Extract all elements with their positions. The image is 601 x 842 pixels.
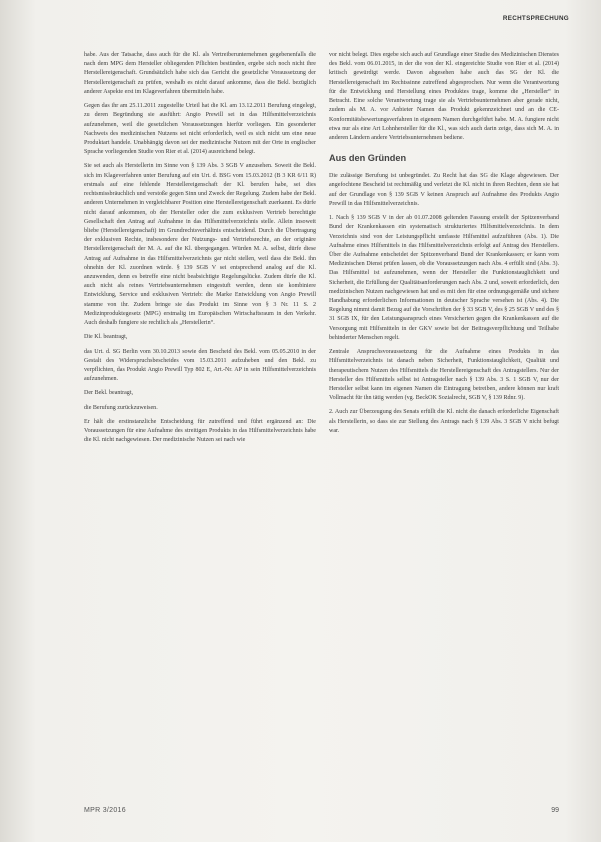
section-header: RECHTSPRECHUNG bbox=[502, 15, 569, 22]
paragraph: Er hält die erstinstanzliche Entscheidung für zutreffend und führt ergänzend an: Die Voraussetzungen für eine Aufnahme des streitigen Produkts in das Hilfsmittelverzeichnis habe die Kl. nicht nachgewiesen. Der medizinische Nutzen sei nach wie bbox=[84, 418, 316, 444]
left-column bbox=[84, 51, 316, 451]
paragraph: Die zulässige Berufung ist unbegründet. Zu Recht hat das SG die Klage abgewiesen. Der angefochtene Bescheid ist rechtmäßig und verletzt die Kl. nicht in ihren Rechten, denn sie hat auf der Grundlage von § 139 SGB V keinen Anspruch auf Aufnahme des Produkts Angio Prewill in das Hilfsmittelverzeichnis. bbox=[329, 173, 559, 207]
paragraph: 1. Nach § 139 SGB V in der ab 01.07.2008 geltenden Fassung erstellt der Spitzenverband Bund der Krankenkassen ein systematisch strukturiertes Hilfsmittelverzeichnis. In dem Verzeichnis sind von der Leistungspflicht umfasste Hilfsmittel aufzuführen (Abs. 1). Die Aufnahme eines Hilfsmittels in das Hilfsmittelverzeichnis erfolgt auf Antrag des Herstellers. Über die Aufnahme entscheidet der Spitzenverband Bund der Krankenkassen; er kann vom Medizinischen Dienst prüfen lassen, ob die Voraussetzungen nach Abs. 4 erfüllt sind (Abs. 3). Das Hilfsmittel ist aufzunehmen, wenn der Hersteller die Funktionstauglichkeit und Sicherheit, die Erfüllung der Qualitätsanforderungen nach Abs. 2 und, soweit erforderlich, den medizinischen Nutzen nachgewiesen hat und es mit den für eine ordnungsgemäße und sichere Handhabung erforderlichen Informationen in deutscher Sprache versehen ist (Abs. 4). Die Regelung nimmt damit Bezug auf die Vorschriften der § 33 SGB V, des § 25 SGB V und des § 31 SGB IX, für den Leistungsanspruch eines Versicherten gegen die Krankenkassen auf die Versorgung mit Hilfsmitteln in der GKV sowie bei der Beitragsverpflichtung und Teilhabe behinderter Menschen regelt. bbox=[329, 215, 559, 341]
paragraph: habe. Aus der Tatsache, dass auch für die Kl. als Vertreiberunternehmen gegebenenfalls die nach dem MPG dem Hersteller obliegenden Pflichten bestünden, ergebe sich noch nicht ihre Herstellereigenschaft. Grundsätzlich habe sich das Gericht die gesetzliche Voraussetzung der Herstellereigenschaft zu prüfen, weshalb es nicht darauf ankomme, dass die Bekl. bezüglich anderer Aspekte erst im Klageverfahren übermitteln habe. bbox=[84, 52, 316, 95]
paragraph: Der Bekl. beantragt, bbox=[84, 390, 134, 397]
section-heading: Aus den Gründen bbox=[329, 153, 407, 164]
paragraph: 2. Auch zur Überzeugung des Senats erfüllt die Kl. nicht die danach erforderliche Eigenschaft als Herstellerin, so dass sie zur Stellung des Antrags nach § 139 Abs. 3 SGB V nicht befugt war. bbox=[329, 409, 559, 434]
journal-footer: MPR 3/2016 bbox=[84, 807, 126, 814]
paragraph: Gegen das ihr am 25.11.2011 zugestellte Urteil hat die Kl. am 13.12.2011 Berufung eingelegt, zu deren Begründung sie ausführt: Angio Prewill sei in das Hilfsmittelverzeichnis aufzunehmen, weil die gesetzlichen Voraussetzungen hierfür vorliegen. Ein gesonderter Nachweis des medizinischen Nutzens sei nicht erforderlich, weil es sich nicht um eine neue Produktart handele. Unabhängig davon sei der medizinische Nutzen mit der Orte in englischer Sprache vorliegenden Studie von Rier et al. (2014) ausreichend belegt. bbox=[84, 103, 316, 156]
paragraph: Sie sei auch als Herstellerin im Sinne von § 139 Abs. 3 SGB V anzusehen. Soweit die Bekl. sich im Klageverfahren unter Berufung auf ein Urt. d. BSG vom 15.03.2012 (B 3 KR 6/11 R) erstmals auf eine fehlende Herstellereigenschaft der Kl. berufen habe, sei dies rechtsmissbräuchlich und verstoße gegen Sinn und Zweck der Regelung. Zudem habe der Bekl. anderen Unternehmen in vergleichbarer Position eine Herstellereigenschaft zuerkannt. Es dürfe nicht darauf ankommen, ob der Hersteller oder die zum exklusiven Vertrieb berechtigte Gesellschaft den Antrag auf Aufnahme in das Hilfsmittelverzeichnis stelle. Allein insoweit bliebe (Herstellereigenschaft) im Grundrechtsverhältnis entscheidend. Durch die Übertragung der exklusiven Rechte, insbesondere der Nutzungs- und Vertriebsrechte, an der originäre Herstellereigenschaft der M. A. auf die Kl. übergegangen. Würden M. A. selbst, dürfe diese Antrag auf Aufnahme in das Hilfsmittelverzeichnis gar nicht stellen, weil dass die Bekl. ihn ohnehin der Kl. zuordnen würde. § 139 SGB V sei entsprechend analog auf die Kl. anzuwenden, denn es betreffe eine nicht beabsichtigte Regelungslücke. Zudem dürfe die Kl. auch nicht als reines Vertriebsunternehmen eingestuft werden, denn sie kombiniere Entwicklung, Service und exklusiven Vertrieb: die Marke Entwicklung von Angio Prewill stamme von ihr. Zudem bringe sie das Produkt im Sinne von § 3 Nr. 11 S. 2 Medizinproduktegesetz (MPG) erstmalig im Europäischen Wirtschaftsraum in den Verkehr. Auch deshalb fungiere sie rechtlich als „Herstellerin“. bbox=[84, 163, 316, 327]
paragraph: vor nicht belegt. Dies ergebe sich auch auf Grundlage einer Studie des Medizinischen Dienstes des Bekl. vom 06.01.2015, in der die von der Kl. eingereichte Studie von Rier et al. (2014) kritisch gewürdigt werde. Davon abgesehen habe auch das SG der Kl. die Herstellereigenschaft im Rechtssinne zutreffend abgesprochen. Nur wenn die Verantwortung für die Entwicklung und Herstellung eines Produktes trage, komme die „Hersteller“ in Betracht. Eine solche Verantwortung trage sie als Vertriebsunternehmen aber gerade nicht, zudem als M. A. vor Anbieter Namen das Produkt gekennzeichnet und an die CE-Konformitätsbewertungsverfahren in eigenem Namen durchgeführt habe. M. A. fungiere nicht etwa nur als eine Art Lohnhersteller für die Kl., was sich auch darin zeige, dass sich M. A. in anderen Ländern andere Vertriebsunternehmen bediene. bbox=[329, 52, 559, 141]
page-number: 99 bbox=[551, 807, 559, 814]
paragraph: die Berufung zurückzuweisen. bbox=[84, 404, 158, 411]
paragraph: Zentrale Anspruchsvoraussetzung für die Aufnahme eines Produkts in das Hilfsmittelverzeichnis ist danach neben Sicherheit, Funktionstauglichkeit, Qualität und therapeutischem Nutzen des Hilfsmittels die Herstellereigenschaft des Antragstellers. Nur der Hersteller des Hilfsmittels selbst ist Antragsteller nach § 139 Abs. 3 S. 1 SGB V, nur der Hersteller selbst kann im eigenen Namen die Eintragung betreiben, andere können nur kraft Vollmacht für ihn tätig werden (vg. BeckOK Sozialrecht, SGB V, § 139 Rdnr. 9). bbox=[329, 349, 559, 402]
paragraph: das Urt. d. SG Berlin vom 30.10.2013 sowie den Bescheid des Bekl. vom 05.05.2010 in der Gestalt des Widerspruchsbescheides vom 15.03.2011 aufzuheben und den Bekl. zu verpflichten, das Produkt Angio Prewill Typ 802 E, Art.-Nr. AP in sein Hilfsmittelverzeichnis aufzunehmen. bbox=[84, 348, 316, 383]
right-column bbox=[329, 51, 559, 441]
paragraph: Die Kl. beantragt, bbox=[84, 334, 128, 341]
